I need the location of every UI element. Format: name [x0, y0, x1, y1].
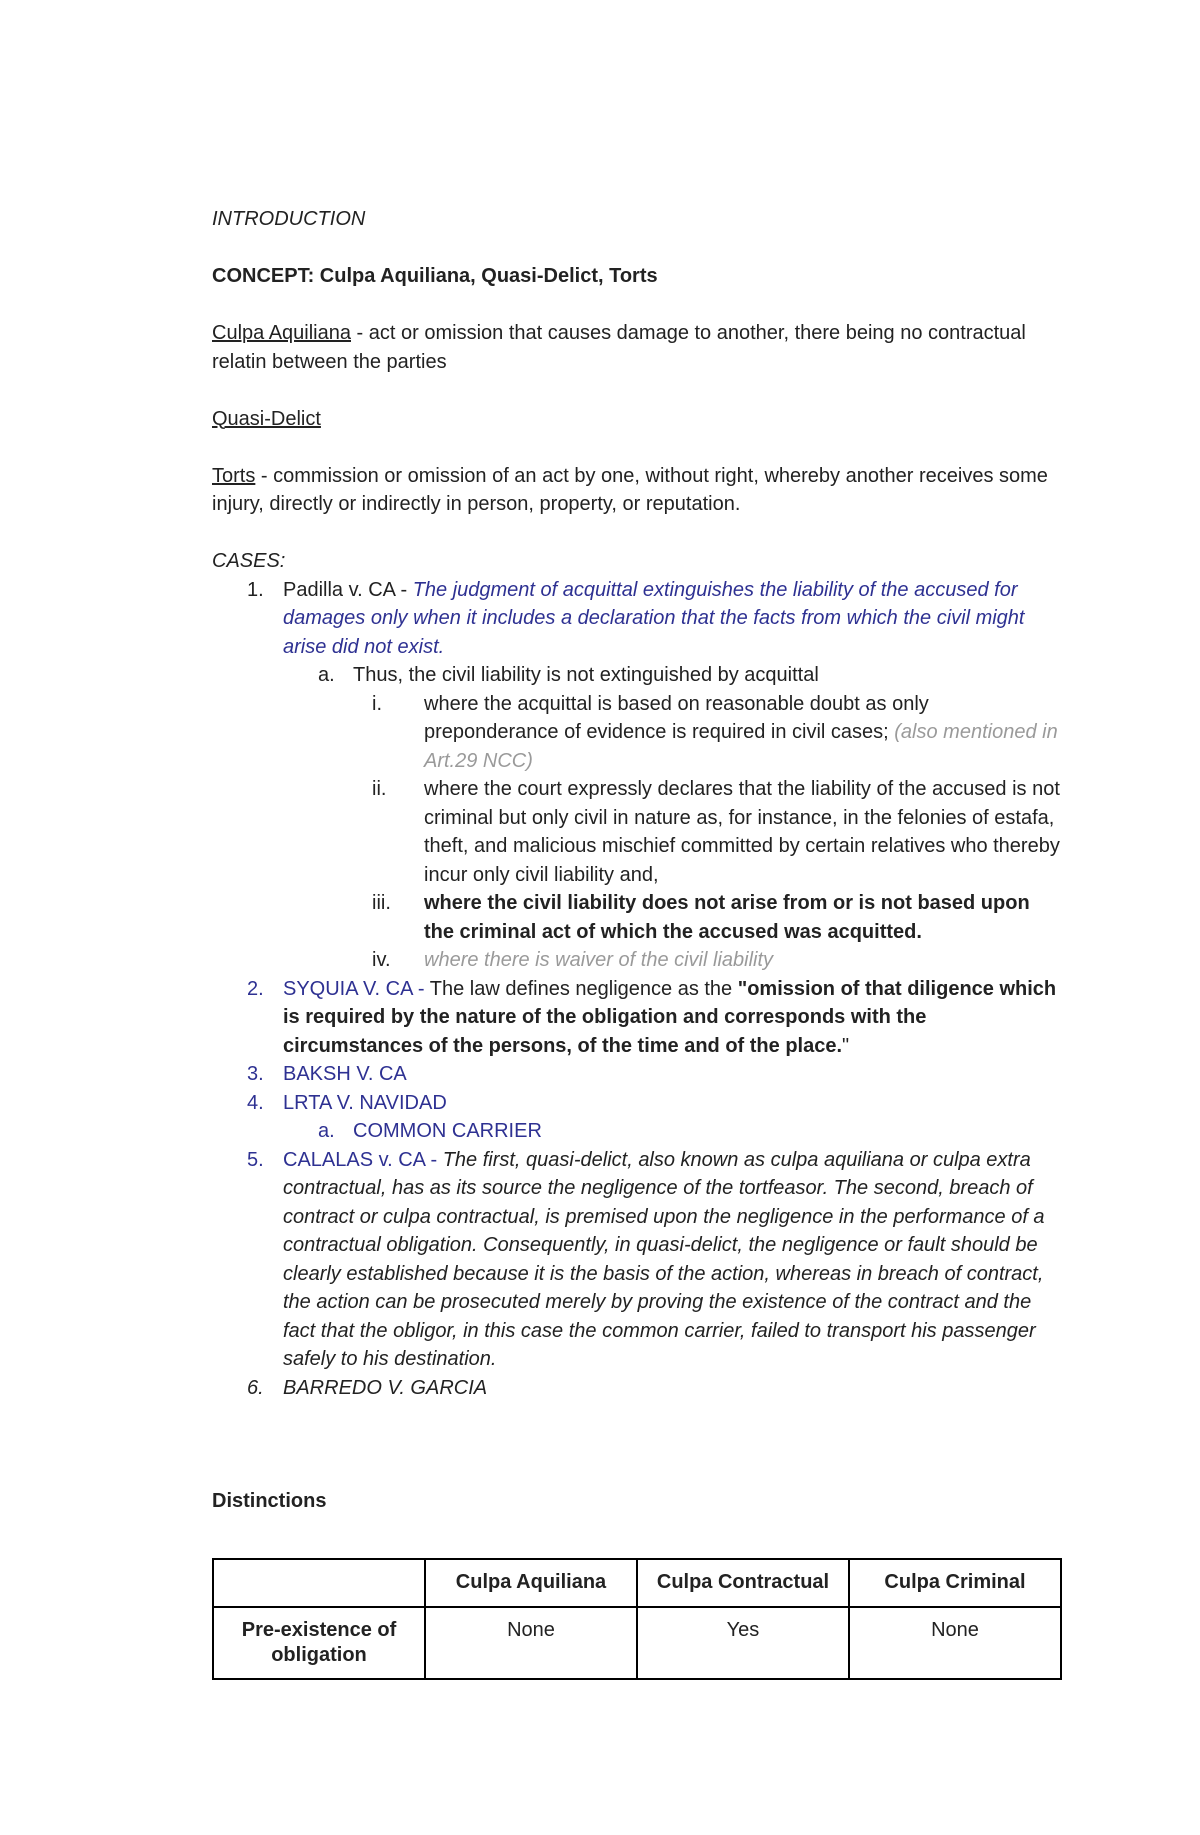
list-number: 4.	[247, 1091, 264, 1114]
list-number: 6.	[247, 1376, 264, 1399]
document-body	[212, 205, 1062, 1402]
case-subsubitem-iii: iii. where the civil liability does not arise from or is not based upon the criminal act of which the accused was acquitted.	[212, 889, 1062, 946]
distinctions-heading: Distinctions	[212, 1490, 327, 1512]
term-torts: Torts	[212, 464, 256, 487]
case-subsubitem-i: i. where the acquittal is based on reasonable doubt as only preponderance of evidence is required in civil cases; (also mentioned in Art.29 NCC)	[212, 690, 1062, 776]
case-item-syquia: 2. SYQUIA V. CA - The law defines negligence as the "omission of that diligence which is required by the nature of the obligation and corresponds with the circumstances of the persons, of the time and of the place."	[212, 975, 1062, 1061]
list-number: 3.	[247, 1063, 264, 1085]
case-name: SYQUIA V. CA -	[283, 977, 430, 1000]
definition-text: commission or omission of an act by one, without right, whereby another receives some injury, directly or indirectly in person, property, or reputation.	[212, 464, 1048, 515]
definition-culpa-aquiliana: Culpa Aquiliana - act or omission that causes damage to another, there being no contractual relatin between the parties	[212, 322, 1026, 373]
term-culpa-aquiliana: Culpa Aquiliana	[212, 322, 351, 344]
case-item-calalas	[212, 1146, 1062, 1374]
case-item-padilla	[212, 576, 1062, 662]
definition-quasi-delict	[212, 405, 1062, 434]
row-label: Pre-existence of obligation	[213, 1607, 425, 1679]
table-header-row	[213, 1559, 1061, 1607]
table-header-cell: Culpa Aquiliana	[425, 1559, 637, 1607]
table-header-cell: Culpa Contractual	[637, 1559, 849, 1607]
cases-label: CASES:	[212, 550, 286, 572]
case-name: BAKSH V. CA	[283, 1063, 407, 1085]
list-roman: iii.	[372, 892, 391, 914]
case-quote: "omission of that diligence which is required by the nature of the obligation and corresponds with the circumstances of the persons, of the time and of the place.	[283, 977, 1057, 1057]
distinctions-table	[212, 1558, 1062, 1680]
side-note: (also mentioned in Art.29 NCC)	[424, 721, 1058, 772]
case-subsubitem-iv: iv. where there is waiver of the civil liability	[212, 946, 1062, 975]
table-header-cell	[213, 1559, 425, 1607]
list-letter: a.	[318, 664, 335, 686]
case-item-barredo	[212, 1374, 1062, 1403]
case-description: The first, quasi-delict, also known as culpa aquiliana or culpa extra contractual, has as its source the negligence of the tortfeasor. The second, breach of contract or culpa contractual, is premised upon the negligence in the performance of a contractual obligation. Consequently, in quasi-delict, the negligence or fault should be clearly established because it is the basis of the action, whereas in breach of contract, the action can be prosecuted merely by proving the existence of the contract and the fact that the obligor, in this case the common carrier, failed to transport his passenger safely to his destination.	[283, 1148, 1045, 1370]
case-subsubitem-ii: ii. where the court expressly declares that the liability of the accused is not criminal but only civil in nature as, for instance, in the felonies of estafa, theft, and malicious mischief committed by certain relatives who thereby incur only civil liability and,	[212, 775, 1062, 889]
case-name: Padilla v. CA -	[283, 578, 413, 601]
intro-heading: INTRODUCTION	[212, 208, 366, 230]
list-roman: ii.	[372, 778, 387, 800]
case-name: LRTA V. NAVIDAD	[283, 1091, 447, 1114]
list-number: 1.	[247, 578, 264, 601]
table-cell: None	[425, 1607, 637, 1679]
table-cell: None	[849, 1607, 1061, 1679]
case-subitem-common-carrier: a. COMMON CARRIER	[212, 1117, 1062, 1146]
list-roman: iv.	[372, 949, 391, 971]
table-cell: Yes	[637, 1607, 849, 1679]
list-roman: i.	[372, 692, 382, 715]
case-name: CALALAS v. CA -	[283, 1148, 443, 1171]
concept-heading: CONCEPT: Culpa Aquiliana, Quasi-Delict, Torts	[212, 265, 658, 287]
case-item-baksh	[212, 1060, 1062, 1089]
list-number: 5.	[247, 1148, 264, 1171]
definition-text: act or omission that causes damage to another, there being no contractual relatin between the parties	[212, 322, 1026, 373]
list-letter: a.	[318, 1120, 335, 1142]
table-header-cell: Culpa Criminal	[849, 1559, 1061, 1607]
case-description: The judgment of acquittal extinguishes the liability of the accused for damages only when it includes a declaration that the facts from which the civil might arise did not exist.	[283, 578, 1025, 658]
definition-torts: Torts - commission or omission of an act by one, without right, whereby another receives some injury, directly or indirectly in person, property, or reputation.	[212, 464, 1048, 515]
term-quasi-delict: Quasi-Delict	[212, 407, 321, 430]
case-subitem: a. Thus, the civil liability is not extinguished by acquittal	[212, 661, 1062, 690]
case-item-lrta	[212, 1089, 1062, 1118]
list-number: 2.	[247, 977, 264, 1000]
table-row	[213, 1607, 1061, 1679]
case-name: BARREDO V. GARCIA	[283, 1376, 488, 1399]
